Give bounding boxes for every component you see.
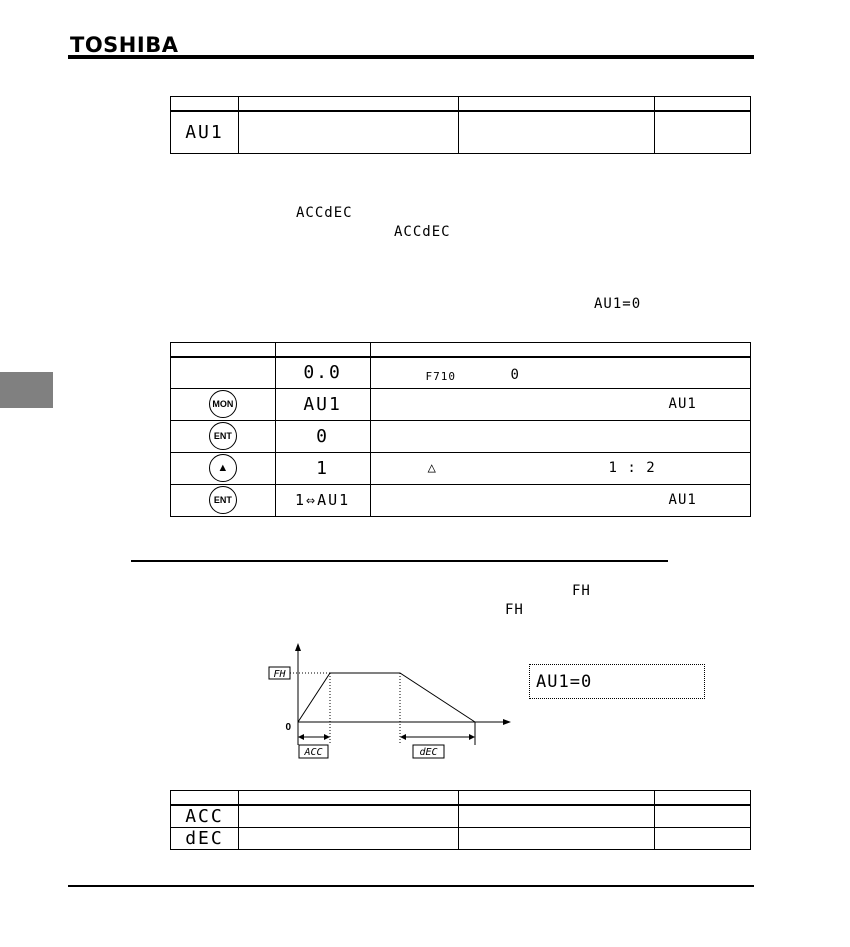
table-header-row [171, 791, 751, 806]
inline-code: AU1 [668, 491, 697, 508]
table-row [171, 357, 751, 388]
speed-profile [298, 673, 475, 722]
table-header-row [171, 97, 751, 112]
arrow-icon [469, 734, 475, 740]
arrow-icon [324, 734, 330, 740]
section-rule [131, 560, 668, 562]
table-row [171, 388, 751, 420]
table-row [171, 111, 751, 153]
setting-note-box [529, 664, 705, 699]
table-row [171, 805, 751, 828]
inline-code: ACCdEC [296, 205, 353, 221]
inline-code: AU1 [668, 395, 697, 412]
param-code: dEC [185, 828, 224, 849]
display-readout: 1⇔AU1 [295, 491, 351, 509]
display-readout: 1 [316, 457, 330, 479]
y-axis-arrow-icon [295, 643, 301, 651]
acc-label: ACC [304, 747, 323, 758]
arrow-icon [298, 734, 304, 740]
header-rule [68, 55, 754, 59]
table-cell [238, 111, 458, 153]
key-operation-table [170, 342, 751, 517]
table-cell [655, 111, 751, 153]
brand-logo: TOSHIBA [70, 33, 179, 57]
inline-code: FH [505, 602, 524, 618]
parameter-table-top [170, 96, 751, 154]
inline-code: 1 : 2 [608, 459, 656, 476]
side-tab [0, 372, 53, 408]
triangle-icon: △ [427, 459, 437, 476]
ent-key-icon[interactable]: ENT [209, 422, 237, 450]
table-row [171, 452, 751, 484]
table-header-row [171, 343, 751, 358]
fh-label: FH [273, 669, 286, 680]
param-code: ACC [185, 806, 224, 827]
x-axis-arrow-icon [503, 719, 511, 725]
display-readout: 0 [316, 425, 330, 447]
parameter-table-bottom [170, 790, 751, 850]
origin-label: 0 [285, 722, 291, 733]
table-row [171, 484, 751, 516]
footer-rule [68, 885, 754, 887]
display-readout: 0.0 [303, 362, 342, 384]
dec-label: dEC [419, 747, 438, 758]
up-arrow-key-icon[interactable]: ▲ [209, 454, 237, 482]
inline-code: F710 [425, 370, 457, 383]
table-cell [459, 111, 655, 153]
inline-code: FH [572, 583, 591, 599]
table-row [171, 420, 751, 452]
inline-code: AU1=0 [594, 296, 642, 312]
setting-note: AU1=0 [536, 672, 593, 692]
inline-code: 0 [510, 367, 520, 383]
ent-key-icon[interactable]: ENT [209, 486, 237, 514]
display-readout: AU1 [303, 393, 342, 415]
param-code: AU1 [185, 121, 224, 143]
mon-key-icon[interactable]: MON [209, 390, 237, 418]
table-row [171, 828, 751, 850]
arrow-icon [400, 734, 406, 740]
inline-code: ACCdEC [394, 224, 451, 240]
acc-dec-diagram [260, 640, 520, 765]
